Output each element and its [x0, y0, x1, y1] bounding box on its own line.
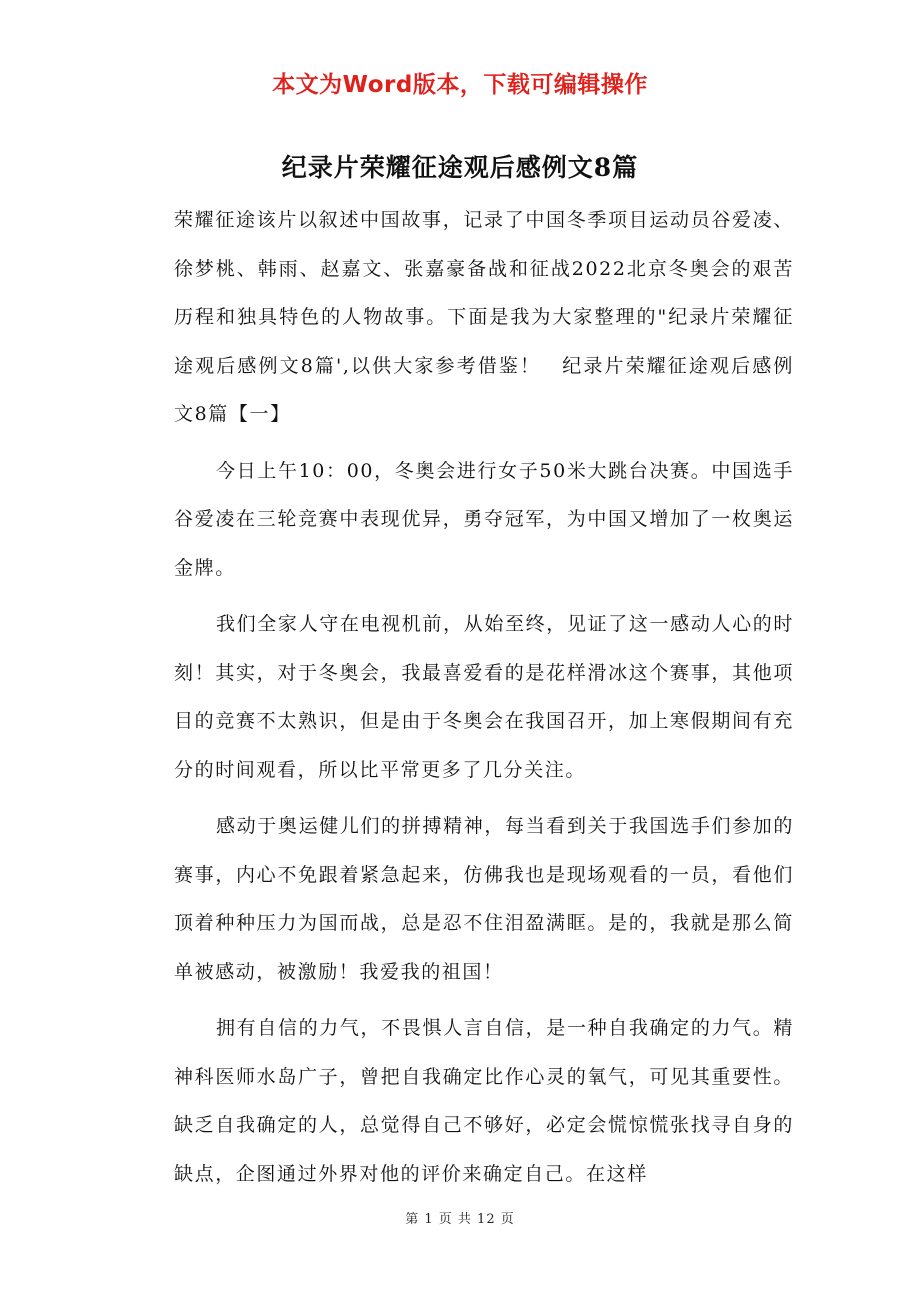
paragraph: 感动于奥运健儿们的拼搏精神，每当看到关于我国选手们参加的赛事，内心不免跟着紧急起来，仿佛我也是现场观看的一员，看他们顶着种种压力为国而战，总是忍不住泪盈满眶。是的，我就是那么简单被感动，被激励！我爱我的祖国！: [174, 815, 794, 983]
paragraph-intro: 荣耀征途该片以叙述中国故事，记录了中国冬季项目运动员谷爱凌、徐梦桃、韩雨、赵嘉文、张嘉豪备战和征战2022北京冬奥会的艰苦历程和独具特色的人物故事。下面是我为大家整理的"纪录片荣耀征途观后感例文8篇',以供大家参考借鉴！ 纪录片荣耀征途观后感例文8篇【一】: [174, 209, 794, 425]
paragraph: 我们全家人守在电视机前，从始至终，见证了这一感动人心的时刻！其实，对于冬奥会，我最喜爱看的是花样滑冰这个赛事，其他项目的竞赛不太熟识，但是由于冬奥会在我国召开，加上寒假期间有充分的时间观看，所以比平常更多了几分关注。: [174, 613, 794, 781]
document-title: 纪录片荣耀征途观后感例文8篇: [281, 153, 639, 182]
page-number: 第 1 页 共 12 页: [405, 1212, 515, 1227]
paragraph: 拥有自信的力气，不畏惧人言自信，是一种自我确定的力气。精神科医师水岛广子，曾把自我确定比作心灵的氧气，可见其重要性。缺乏自我确定的人，总觉得自己不够好，必定会慌惊慌张找寻自身的缺点，企图通过外界对他的评价来确定自己。在这样: [174, 1017, 794, 1185]
document-body: [174, 196, 794, 1198]
download-banner: 本文为Word版本，下载可编辑操作: [272, 72, 648, 98]
paragraph: 今日上午10：00，冬奥会进行女子50米大跳台决赛。中国选手谷爱凌在三轮竞赛中表现优异，勇夺冠军，为中国又增加了一枚奥运金牌。: [174, 459, 794, 579]
